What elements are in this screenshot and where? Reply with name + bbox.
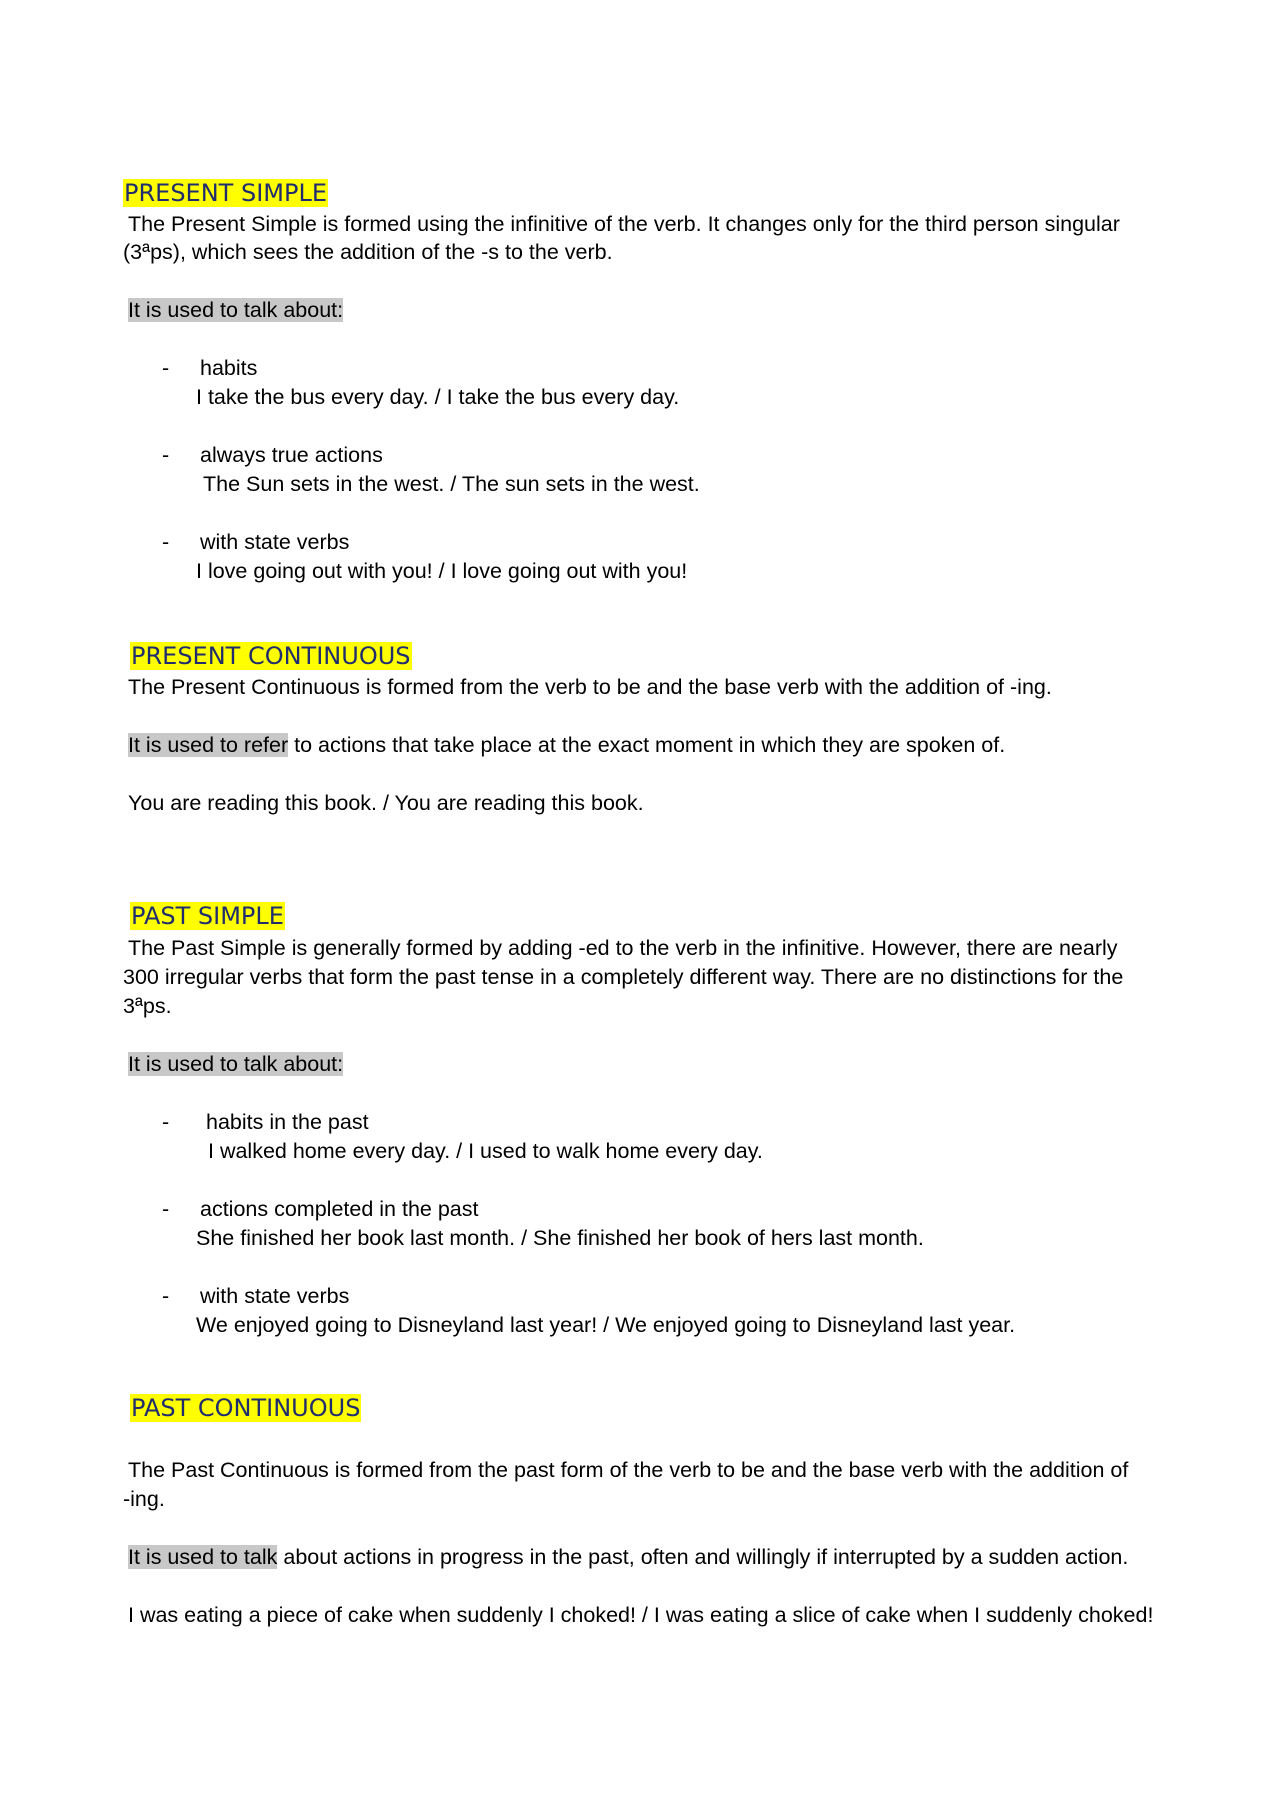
heading-present-simple <box>123 178 328 208</box>
list-item-example: I take the bus every day. / I take the bus every day. <box>196 385 680 409</box>
past-simple-used-label-text: It is used to talk about: <box>128 1052 344 1076</box>
list-item-title: actions completed in the past <box>200 1197 479 1221</box>
past-simple-intro-line3: 3ªps. <box>123 994 172 1018</box>
past-continuous-intro-line1: The Past Continuous is formed from the past form of the verb to be and the base verb with the addition of <box>128 1458 1129 1482</box>
list-dash: - <box>162 1284 170 1308</box>
past-simple-intro-line2: 300 irregular verbs that form the past tense in a completely different way. There are no distinctions for the <box>123 965 1124 989</box>
past-simple-used-label <box>128 1050 343 1078</box>
past-simple-intro-line1: The Past Simple is generally formed by adding -ed to the verb in the infinitive. However, there are nearly <box>128 936 1118 960</box>
present-continuous-usage <box>128 731 1005 759</box>
heading-present-continuous <box>130 641 412 671</box>
past-continuous-usage-highlight: It is used to talk <box>128 1545 278 1569</box>
heading-past-continuous <box>130 1393 361 1423</box>
present-continuous-intro: The Present Continuous is formed from the verb to be and the base verb with the addition of -ing. <box>128 675 1052 699</box>
heading-past-continuous-text: PAST CONTINUOUS <box>131 1394 361 1422</box>
list-dash: - <box>162 443 170 467</box>
heading-present-simple-text: PRESENT SIMPLE <box>124 179 327 207</box>
list-item-example: I love going out with you! / I love going out with you! <box>196 559 688 583</box>
list-item-title: with state verbs <box>200 530 350 554</box>
list-item-example: I walked home every day. / I used to walk home every day. <box>208 1139 763 1163</box>
present-simple-intro-line1: The Present Simple is formed using the infinitive of the verb. It changes only for the third person singular <box>128 212 1120 236</box>
list-dash: - <box>162 1110 170 1134</box>
list-item-title: with state verbs <box>200 1284 350 1308</box>
list-item-title: habits <box>200 356 258 380</box>
list-dash: - <box>162 1197 170 1221</box>
present-continuous-usage-highlight: It is used to refer <box>128 733 289 757</box>
past-continuous-intro-line2: -ing. <box>123 1487 165 1511</box>
past-continuous-usage-rest: about actions in progress in the past, often and willingly if interrupted by a sudden action. <box>277 1545 1129 1569</box>
heading-past-simple-text: PAST SIMPLE <box>131 902 284 930</box>
list-item-example: She finished her book last month. / She finished her book of hers last month. <box>196 1226 924 1250</box>
heading-past-simple <box>130 901 285 931</box>
past-continuous-usage <box>128 1543 1128 1571</box>
present-simple-used-label-text: It is used to talk about: <box>128 298 344 322</box>
list-item-title: always true actions <box>200 443 383 467</box>
present-simple-intro-line2: (3ªps), which sees the addition of the -s to the verb. <box>123 240 613 264</box>
present-continuous-usage-rest: to actions that take place at the exact moment in which they are spoken of. <box>288 733 1006 757</box>
present-simple-used-label <box>128 296 343 324</box>
present-continuous-example: You are reading this book. / You are reading this book. <box>128 791 644 815</box>
heading-present-continuous-text: PRESENT CONTINUOUS <box>131 642 411 670</box>
list-item-example: We enjoyed going to Disneyland last year! / We enjoyed going to Disneyland last year. <box>196 1313 1016 1337</box>
list-dash: - <box>162 356 170 380</box>
list-item-title: habits in the past <box>206 1110 369 1134</box>
list-item-example: The Sun sets in the west. / The sun sets in the west. <box>203 472 700 496</box>
past-continuous-example: I was eating a piece of cake when suddenly I choked! / I was eating a slice of cake when I suddenly choked! <box>128 1603 1154 1627</box>
list-dash: - <box>162 530 170 554</box>
